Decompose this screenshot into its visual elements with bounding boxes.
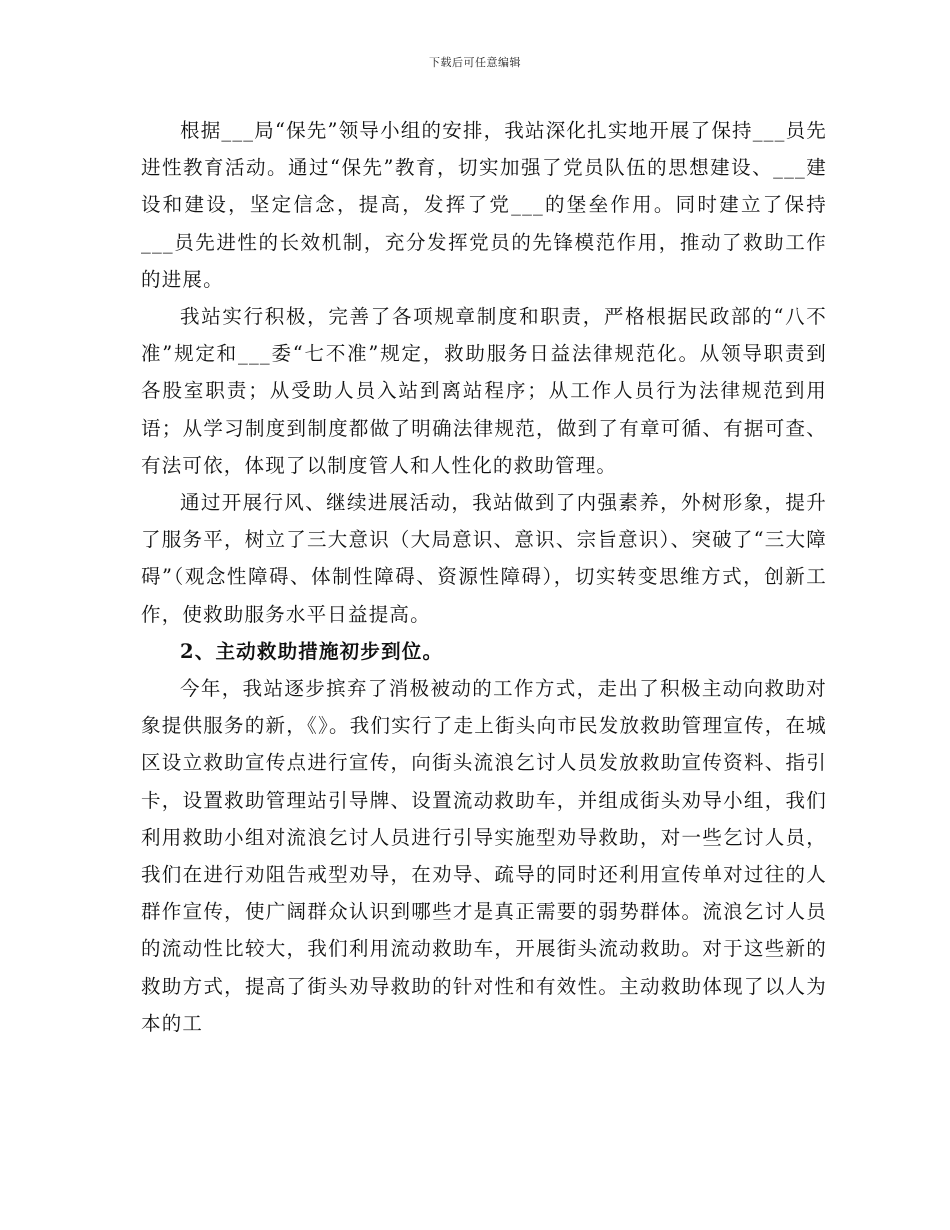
page-header-note: 下载后可任意编辑 <box>429 56 521 69</box>
document-body <box>141 112 827 1042</box>
paragraph-active-rescue: 今年，我站逐步摈弃了消极被动的工作方式，走出了积极主动向救助对象提供服务的新，《》。我们实行了走上街头向市民发放救助管理宣传，在城区设立救助宣传点进行宣传，向街头流浪乞讨人员发放救助宣传资料、指引卡，设置救助管理站引导牌、设置流动救助车，并组成街头劝导小组，我们利用救助小组对流浪乞讨人员进行引导实施型劝导救助，对一些乞讨人员，我们在进行劝阻告戒型劝导，在劝导、疏导的同时还利用宣传单对过往的人群作宣传，使广阔群众认识到哪些才是真正需要的弱势群体。流浪乞讨人员的流动性比较大，我们利用流动救助车，开展街头流动救助。对于这些新的救助方式，提高了街头劝导救助的针对性和有效性。主动救助体现了以人为本的工 <box>141 677 827 1035</box>
section-heading: 2、主动救助措施初步到位。 <box>180 639 444 663</box>
paragraph-rules-system: 我站实行积极，完善了各项规章制度和职责，严格根据民政部的“八不准”规定和___委“七不准”规定，救助服务日益法律规范化。从领导职责到各股室职责；从受助人员入站到离站程序；从工作人员行为法律规范到用语；从学习制度到制度都做了明确法律规范，做到了有章可循、有据可查、有法可依，体现了以制度管人和人性化的救助管理。 <box>141 305 827 477</box>
paragraph-work-style: 通过开展行风、继续进展活动，我站做到了内强素养，外树形象，提升了服务平，树立了三大意识（大局意识、意识、宗旨意识）、突破了“三大障碍”（观念性障碍、体制性障碍、资源性障碍），切实转变思维方式，创新工作，使救助服务水平日益提高。 <box>141 491 827 626</box>
paragraph-party-education: 根据___局“保先”领导小组的安排，我站深化扎实地开展了保持___员先进性教育活动。通过“保先”教育，切实加强了党员队伍的思想建设、___建设和建设，坚定信念，提高，发挥了党___的堡垒作用。同时建立了保持___员先进性的长效机制，充分发挥党员的先锋模范作用，推动了救助工作的进展。 <box>141 119 827 291</box>
